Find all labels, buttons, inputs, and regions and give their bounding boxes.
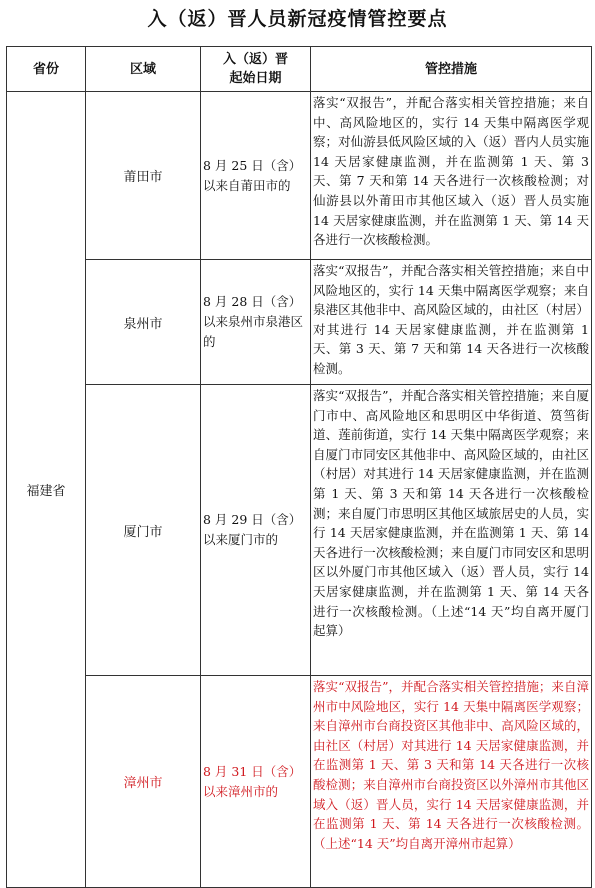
table-row	[7, 385, 592, 676]
region-cell: 莆田市	[86, 92, 201, 260]
header-start-date	[201, 47, 311, 92]
region-cell: 泉州市	[86, 260, 201, 385]
province-cell: 福建省	[7, 92, 86, 888]
header-start-date-line1: 入（返）晋	[222, 52, 288, 67]
measures-cell: 落实“双报告”，并配合落实相关管控措施；来自漳州市中风险地区，实行 14 天集中隔离医学观察；来自漳州市台商投资区其他非中、高风险区域的，由社区（村居）对其进行 14 天居家健康监测，并在监测第 1 天、第 3 天和第 14 天各进行一次核酸检测；来自漳州市台商投资区以外漳州市其他区域入（返）晋人员，实行 14 天居家健康监测，并在监测第 1 天、第 14 天各进行一次核酸检测。（上述“14 天”均自离开漳州市起算）	[311, 676, 592, 888]
header-measures: 管控措施	[311, 47, 592, 92]
date-cell: 8 月 31 日（含）以来漳州市的	[201, 676, 311, 888]
header-region: 区域	[86, 47, 201, 92]
table-row-highlighted	[7, 676, 592, 888]
region-cell: 漳州市	[86, 676, 201, 888]
header-start-date-line2: 起始日期	[229, 71, 282, 86]
measures-cell: 落实“双报告”，并配合落实相关管控措施；来自中、高风险地区的，实行 14 天集中隔离医学观察；对仙游县低风险区域的入（返）晋内人员实施 14 天居家健康监测，并在监测第 1 天、第 3 天、第 7 天和第 14 天各进行一次核酸检测；对仙游县以外莆田市其他区域入（返）晋人员实施 14 天居家健康监测，并在监测第 1 天、第 14 天各进行一次核酸检测。	[311, 92, 592, 260]
measures-cell: 落实“双报告”，并配合落实相关管控措施；来自中风险地区的，实行 14 天集中隔离医学观察；来自泉港区其他非中、高风险区域的，由社区（村居）对其进行 14 天居家健康监测，并在监测第 1 天、第 3 天、第 7 天和第 14 天各进行一次核酸检测。	[311, 260, 592, 385]
page-title: 入（返）晋人员新冠疫情管控要点	[147, 8, 448, 30]
table-header-row	[7, 47, 592, 92]
policy-table	[6, 46, 592, 888]
date-cell: 8 月 29 日（含）以来厦门市的	[201, 385, 311, 676]
region-cell: 厦门市	[86, 385, 201, 676]
date-cell: 8 月 28 日（含）以来泉州市泉港区的	[201, 260, 311, 385]
table-row	[7, 92, 592, 260]
date-cell: 8 月 25 日（含）以来自莆田市的	[201, 92, 311, 260]
table-row	[7, 260, 592, 385]
header-province: 省份	[7, 47, 86, 92]
measures-cell: 落实“双报告”，并配合落实相关管控措施；来自厦门市中、高风险地区和思明区中华街道、筼筜街道、莲前街道，实行 14 天集中隔离医学观察；来自厦门市同安区其他非中、高风险区域的，由社区（村居）对其进行 14 天居家健康监测，并在监测第 1 天、第 3 天和第 14 天各进行一次核酸检测；来自厦门市思明区其他区域旅居史的人员，实行 14 天居家健康监测，并在监测第 1 天、第 14 天各进行一次核酸检测；来自厦门市同安区和思明区以外厦门市其他区域入（返）晋人员，实行 14 天居家健康监测，并在监测第 1 天、第 14 天各进行一次核酸检测。（上述“14 天”均自离开厦门起算）	[311, 385, 592, 676]
